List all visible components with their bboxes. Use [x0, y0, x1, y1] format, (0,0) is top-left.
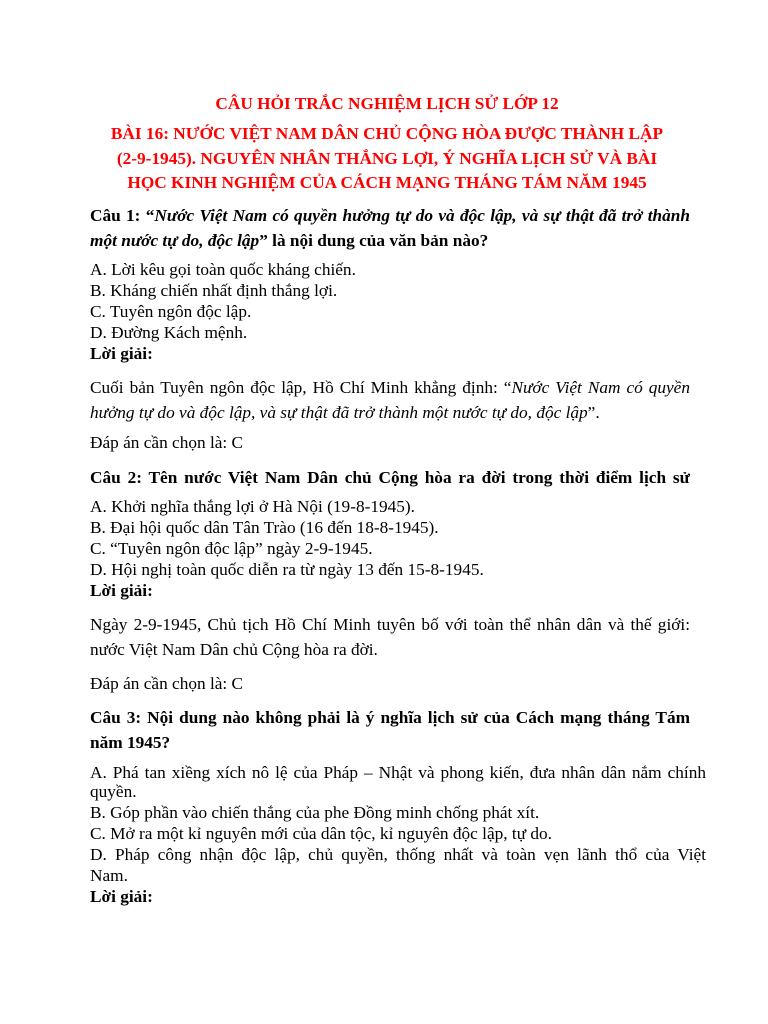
answer-line: Đáp án cần chọn là: C — [90, 674, 244, 693]
option-d-line: D. Pháp công nhận độc lập, chủ quyền, thống nhất và toàn vẹn lãnh thổ của Việt — [90, 845, 706, 864]
option-d: D. Hội nghị toàn quốc diễn ra từ ngày 13 đến 15-8-1945. — [90, 560, 484, 579]
question-prompt-line — [90, 205, 690, 226]
explanation-text: Cuối bản Tuyên ngôn độc lập, Hồ Chí Minh khẳng định: “ — [90, 378, 512, 397]
option-b: B. Đại hội quốc dân Tân Trào (16 đến 18-8-1945). — [90, 518, 439, 537]
solution-label: Lời giải: — [90, 581, 153, 600]
option-a-line: A. Phá tan xiềng xích nô lệ của Pháp – Nhật và phong kiến, đưa nhân dân nắm chính — [90, 763, 706, 782]
question-prompt-line: năm 1945? — [90, 733, 171, 752]
title-line: BÀI 16: NƯỚC VIỆT NAM DÂN CHỦ CỘNG HÒA ĐƯỢC THÀNH LẬP — [110, 124, 664, 143]
explanation-line: Ngày 2-9-1945, Chủ tịch Hồ Chí Minh tuyên bố với toàn thể nhân dân và thế giới: — [90, 615, 690, 634]
option-a-line: quyền. — [90, 782, 137, 801]
option-a: A. Lời kêu gọi toàn quốc kháng chiến. — [90, 260, 356, 279]
option-d: D. Đường Kách mệnh. — [90, 323, 248, 342]
option-d-line: Nam. — [90, 866, 128, 885]
question-lead: Câu 1: “ — [90, 206, 155, 225]
question-prompt-line: Câu 2: Tên nước Việt Nam Dân chủ Cộng hòa ra đời trong thời điểm lịch sử — [90, 468, 690, 487]
option-b: B. Góp phần vào chiến thắng của phe Đồng minh chống phát xít. — [90, 803, 540, 822]
quoted-text: một nước tự do, độc lập — [90, 231, 260, 250]
title-line: CÂU HỎI TRẮC NGHIỆM LỊCH SỬ LỚP 12 — [215, 94, 559, 113]
explanation-line — [90, 402, 690, 423]
question-tail: ” là nội dung của văn bản nào? — [259, 231, 489, 250]
quoted-text: hưởng tự do và độc lập, và sự thật đã trở thành một nước tự do, độc lập — [90, 403, 588, 422]
explanation-line: nước Việt Nam Dân chủ Cộng hòa ra đời. — [90, 640, 378, 659]
explanation-text: ”. — [587, 403, 600, 422]
solution-label: Lời giải: — [90, 887, 153, 906]
answer-line: Đáp án cần chọn là: C — [90, 433, 244, 452]
quoted-text: Nước Việt Nam có quyền — [511, 378, 690, 397]
question-prompt-line — [90, 230, 690, 251]
option-a: A. Khởi nghĩa thắng lợi ở Hà Nội (19-8-1945). — [90, 497, 415, 516]
title-line: HỌC KINH NGHIỆM CỦA CÁCH MẠNG THÁNG TÁM NĂM 1945 — [127, 173, 647, 192]
question-prompt-line: Câu 3: Nội dung nào không phải là ý nghĩa lịch sử của Cách mạng tháng Tám — [90, 708, 690, 727]
option-b: B. Kháng chiến nhất định thắng lợi. — [90, 281, 338, 300]
explanation-line — [90, 377, 690, 398]
option-c: C. Tuyên ngôn độc lập. — [90, 302, 252, 321]
solution-label: Lời giải: — [90, 344, 153, 363]
quoted-text: Nước Việt Nam có quyền hưởng tự do và độc lập, và sự thật đã trở thành — [154, 206, 691, 225]
option-c: C. “Tuyên ngôn độc lập” ngày 2-9-1945. — [90, 539, 373, 558]
option-c: C. Mở ra một kỉ nguyên mới của dân tộc, kỉ nguyên độc lập, tự do. — [90, 824, 552, 843]
title-line: (2-9-1945). NGUYÊN NHÂN THẮNG LỢI, Ý NGHĨA LỊCH SỬ VÀ BÀI — [116, 149, 658, 168]
